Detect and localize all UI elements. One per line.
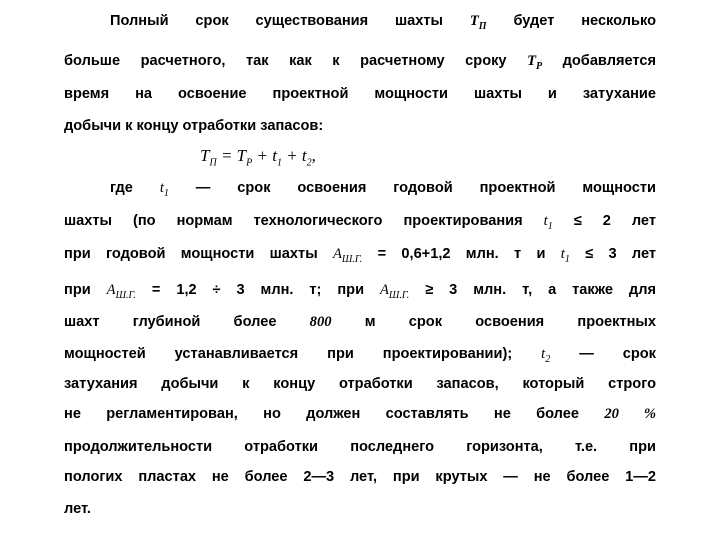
- text-line-13: [64, 437, 656, 457]
- text-line-14: [64, 467, 656, 487]
- line-9-tail: м срок освоения проектных: [364, 314, 656, 330]
- text-line-11: [64, 374, 656, 394]
- var-t1: $t_1$: [159, 180, 169, 199]
- text-line-2: [64, 51, 656, 77]
- text-line-4: [64, 116, 656, 136]
- line-10-text: мощностей устанавливается при проектировании);: [64, 346, 513, 362]
- var-tp: $T_П$: [469, 13, 487, 32]
- line-5-tail: — срок освоения годовой проектной мощности: [195, 180, 657, 196]
- line-7-mid: = 0,6+1,2 млн. т и: [377, 246, 546, 262]
- var-t2: $t_2$: [541, 346, 551, 365]
- text-line-6: [64, 211, 656, 237]
- percent-value: 20 %: [604, 406, 656, 422]
- line-11-text: затухания добычи к концу отработки запасов, который строго: [64, 376, 656, 392]
- text-line-10: [64, 344, 656, 370]
- line-12-text: не регламентирован, но должен составлять не более: [64, 406, 579, 422]
- line-8-tail: ≥ 3 млн. т, а также для: [425, 282, 656, 298]
- line-14-text: пологих пластах не более 2—3 лет, при крутых — не более 1—2: [64, 469, 656, 485]
- var-ash-2: $A_{Ш.Г.}$: [379, 282, 410, 301]
- line-3-text: время на освоение проектной мощности шахты и затухание: [64, 86, 656, 102]
- var-t1: $t_1$: [543, 213, 553, 232]
- line-15-text: лет.: [64, 501, 91, 517]
- line-6-text: шахты (по нормам технологического проектирования: [64, 213, 523, 229]
- text-line-1: [110, 11, 656, 37]
- line-1-tail: будет несколько: [513, 13, 656, 29]
- line-7-tail: ≤ 3 лет: [585, 246, 657, 262]
- text-line-12: [64, 404, 656, 424]
- depth-value: 800: [309, 314, 332, 330]
- var-ash: $A_{Ш.Г.}$: [106, 282, 136, 301]
- line-2-text: больше расчетного, так как к расчетному сроку: [64, 53, 507, 69]
- text-line-7: [64, 244, 656, 270]
- line-1-text: Полный срок существования шахты: [110, 13, 444, 29]
- line-5-text: где: [110, 180, 133, 196]
- text-line-9: [64, 312, 656, 332]
- line-13-text: продолжительности отработки последнего горизонта, т.е. при: [64, 439, 656, 455]
- line-10-tail: — срок: [579, 346, 656, 362]
- text-line-5: [110, 178, 656, 204]
- formula: $T_П = T_P + t_1 + t_2$,: [200, 146, 316, 169]
- text-line-8: [64, 280, 656, 306]
- var-t1: $t_1$: [560, 246, 570, 265]
- line-7-text: при годовой мощности шахты: [64, 246, 318, 262]
- var-tr: $T_P$: [527, 53, 543, 72]
- line-2-tail: добавляется: [562, 53, 657, 69]
- line-4-text: добычи к концу отработки запасов:: [64, 118, 324, 134]
- line-9-text: шахт глубиной более: [64, 314, 277, 330]
- text-line-15: [64, 499, 656, 519]
- line-6-tail: ≤ 2 лет: [573, 213, 656, 229]
- line-8-mid: = 1,2 ÷ 3 млн. т; при: [151, 282, 365, 298]
- text-line-3: [64, 84, 656, 104]
- var-ash: $A_{Ш.Г.}$: [332, 246, 363, 265]
- line-8-text: при: [64, 282, 91, 298]
